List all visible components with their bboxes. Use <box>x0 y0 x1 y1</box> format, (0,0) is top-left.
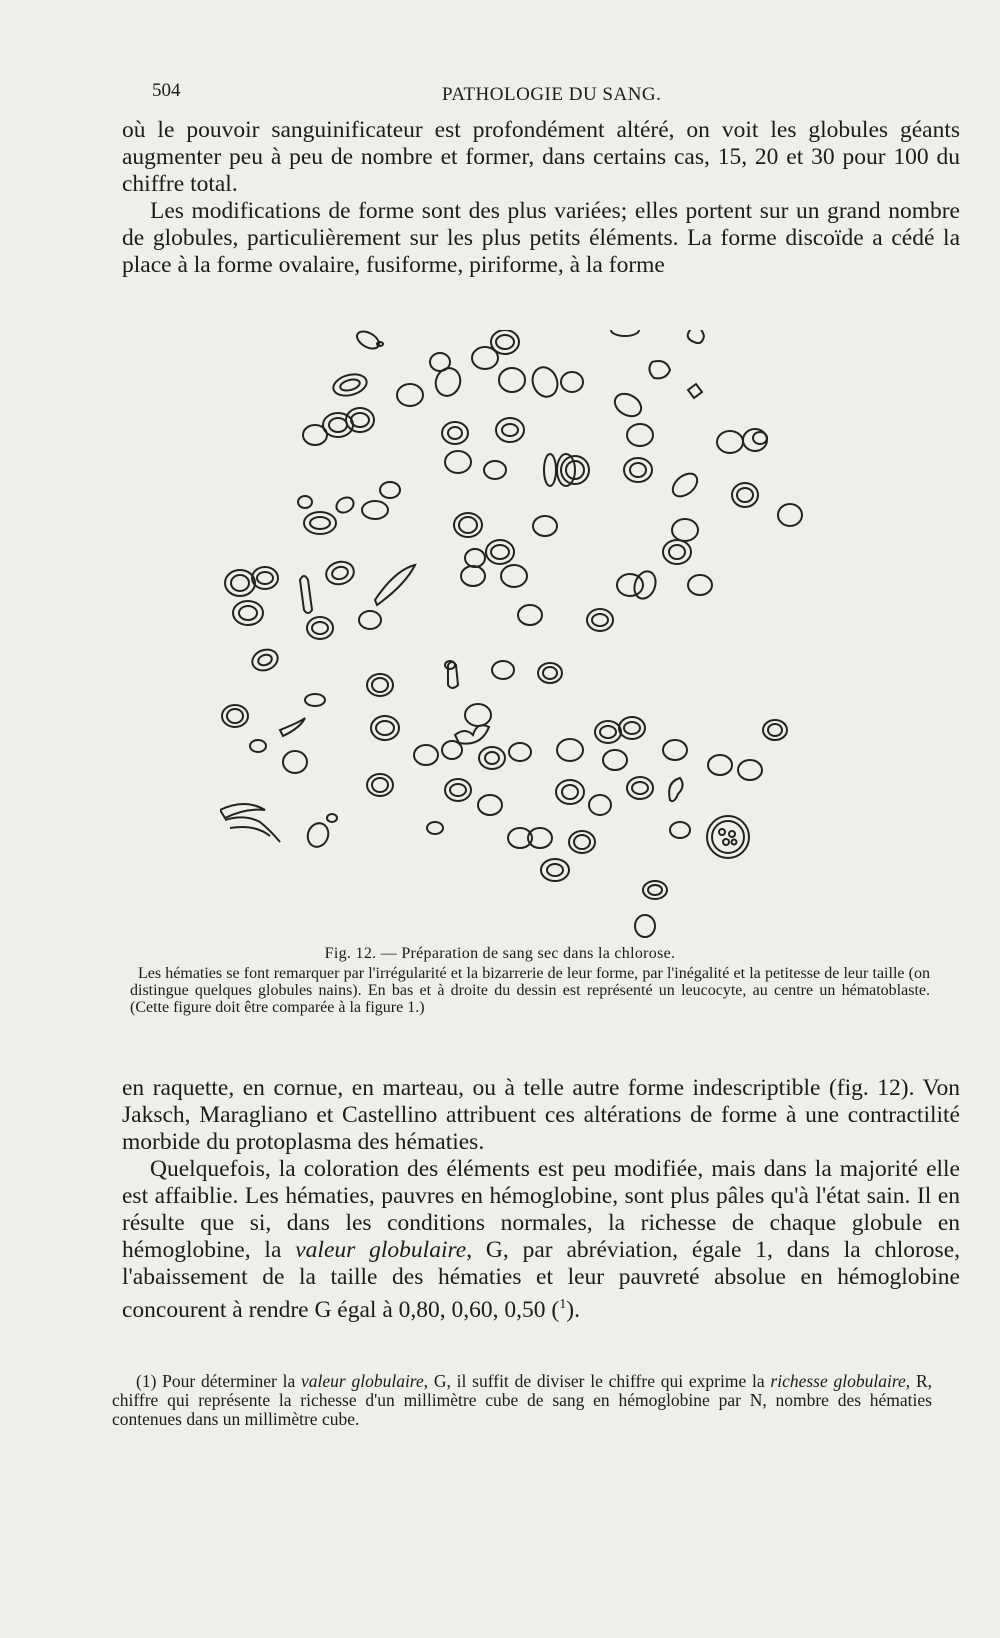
coloration-text-3: ). <box>566 1296 580 1323</box>
term-valeur-globulaire: valeur globulaire <box>295 1237 467 1263</box>
blood-smear-illustration <box>220 330 860 940</box>
footnote <box>112 1372 932 1429</box>
footnote-term-1: valeur globulaire <box>300 1371 424 1391</box>
figure-title: Fig. 12. — Préparation de sang sec dans la chlorose. <box>324 945 676 962</box>
footnote-term-2: richesse globulaire <box>770 1371 906 1391</box>
blood-cells-drawing <box>220 330 860 940</box>
figure-caption: Les hématies se font remarquer par l'irrégularité et la bizarrerie de leur forme, par l'inégalité et la petitesse de leur taille (on distingue quelques globules nains). En bas et à droite du dessin est représenté un leucocyte, au centre un hématoblaste. (Cette figure doit être comparée à la figure 1.) <box>130 965 930 1016</box>
coloration-text-1: Quelquefois, la coloration des éléments est peu modifiée, mais dans la majorité elle est affaiblie. Les hématies, pauvres en hémoglobine, sont plus pâles qu'à l'état sain. Il en résulte que si, dans les conditions normales, la richesse de chaque globule en hémoglobine, la <box>122 1156 960 1263</box>
paragraph-modifications: Les modifications de forme sont des plus variées; elles portent sur un grand nombre de globules, particulièrement sur les plus petits éléments. La forme discoïde a cédé la place à la forme ovalaire, fusiforme, piriforme, à la forme <box>122 198 960 278</box>
paragraph-shapes: en raquette, en cornue, en marteau, ou à telle autre forme indescriptible (fig. 12). Von Jaksch, Maragliano et Castellino attribuent ces altérations de forme à une contractilité morbide du protoplasma des hématies. <box>122 1075 960 1155</box>
paragraph-coloration <box>122 1156 960 1324</box>
footnote-ref[interactable]: 1 <box>559 1296 567 1312</box>
paragraph-continuation: où le pouvoir sanguinificateur est profondément altéré, on voit les globules géants augmenter peu à peu de nombre et former, dans certains cas, 15, 20 et 30 pour 100 du chiffre total. <box>122 117 960 197</box>
page-header <box>152 80 940 110</box>
footnote-marker: (1) <box>136 1371 157 1391</box>
bottom-text <box>122 1075 960 1324</box>
footnote-text-3: , R, chiffre qui représente la richesse d'un millimètre cube de sang en hémoglobine par N, nombre des hématies contenues dans un millimètre cube. <box>112 1371 932 1429</box>
coloration-text-2: , G, par abréviation, égale 1, dans la chlorose, l'abaissement de la taille des hématies et leur pauvreté absolue en hémoglobine concourent à rendre G égal à 0,80, 0,60, 0,50 ( <box>122 1237 961 1323</box>
footnote-text-1: Pour déterminer la <box>156 1371 301 1391</box>
footnote-text-2: , G, il suffit de diviser le chiffre qui exprime la <box>423 1371 771 1391</box>
running-title: PATHOLOGIE DU SANG. <box>442 84 662 105</box>
page-number: 504 <box>152 80 181 101</box>
top-text <box>122 117 960 279</box>
